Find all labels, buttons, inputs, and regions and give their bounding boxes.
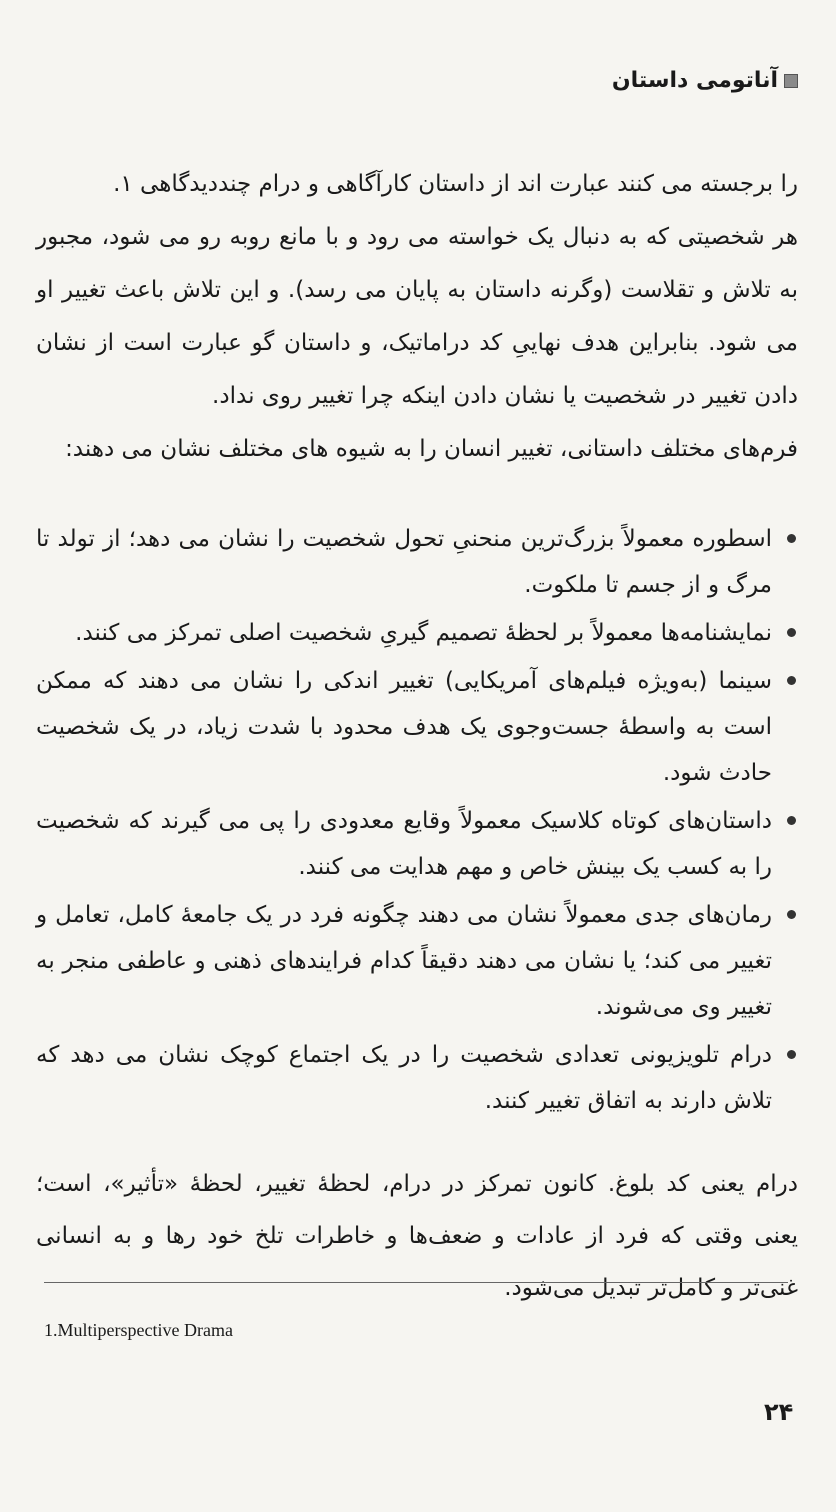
bullet-dot-icon — [787, 1050, 796, 1059]
closing-text — [36, 1158, 798, 1314]
intro-paragraph-2: هر شخصیتی که به دنبال یک خواسته می رود و با مانع روبه رو می شود، مجبور به تلاش و تقلاست (وگرنه داستان به پایان می رسد). و این تلاش باعث تغییر او می شود. بنابراین هدف نهاییِ کد دراماتیک، و داستان گو عبارت است از نشان دادن تغییر در شخصیت یا نشان دادن اینکه چرا تغییر روی نداد. — [36, 224, 798, 409]
chapter-title: آناتومی داستان — [611, 68, 778, 93]
bullet-dot-icon — [787, 628, 796, 637]
list-item: داستان‌های کوتاه کلاسیک معمولاً وقایع معدودی را پی می گیرند که شخصیت را به کسب یک بینش خاص و مهم هدایت می کنند. — [36, 798, 798, 890]
list-item: درام تلویزیونی تعدادی شخصیت را در یک اجتماع کوچک نشان می دهد که تلاش دارند به اتفاق تغییر کنند. — [36, 1032, 798, 1124]
intro-paragraph-1: را برجسته می کنند عبارت اند از داستان کارآگاهی و درام چنددیدگاهی ۱. — [113, 171, 798, 197]
bullet-dot-icon — [787, 676, 796, 685]
bullet-dot-icon — [787, 816, 796, 825]
closing-paragraph: درام یعنی کد بلوغ. کانون تمرکز در درام، لحظهٔ تغییر، لحظهٔ «تأثیر»، است؛ یعنی وقتی که فرد از عادات و ضعف‌ها و خاطرات تلخ خود رها و به انسانی غنی‌تر و کامل‌تر تبدیل می‌شود. — [36, 1171, 798, 1301]
list-item: سینما (به‌ویژه فیلم‌های آمریکایی) تغییر اندکی را نشان می دهند که ممکن است به واسطهٔ جست‌وجوی یک هدف محدود با شدت زیاد، در یک شخصیت حادث شود. — [36, 658, 798, 796]
footnote-divider — [44, 1282, 788, 1283]
square-bullet-icon — [784, 74, 798, 88]
bullet-dot-icon — [787, 910, 796, 919]
running-header — [612, 68, 798, 93]
list-item: اسطوره معمولاً بزرگ‌ترین منحنیِ تحول شخصیت را نشان می دهد؛ از تولد تا مرگ و از جسم تا ملکوت. — [36, 516, 798, 608]
list-item: نمایشنامه‌ها معمولاً بر لحظهٔ تصمیم گیریِ شخصیت اصلی تمرکز می کنند. — [36, 610, 798, 656]
intro-paragraph-3: فرم‌های مختلف داستانی، تغییر انسان را به شیوه های مختلف نشان می دهند: — [65, 436, 798, 462]
footnote: 1.Multiperspective Drama — [44, 1320, 233, 1340]
page-number: ۲۴ — [764, 1398, 794, 1426]
list-item: رمان‌های جدی معمولاً نشان می دهند چگونه فرد در یک جامعهٔ کامل، تعامل و تغییر می کند؛ یا نشان می دهند دقیقاً کدام فرایندهای ذهنی و عاطفی منجر به تغییر وی می‌شوند. — [36, 892, 798, 1030]
bullet-dot-icon — [787, 534, 796, 543]
bullet-list — [36, 516, 798, 1126]
intro-text — [36, 158, 798, 476]
